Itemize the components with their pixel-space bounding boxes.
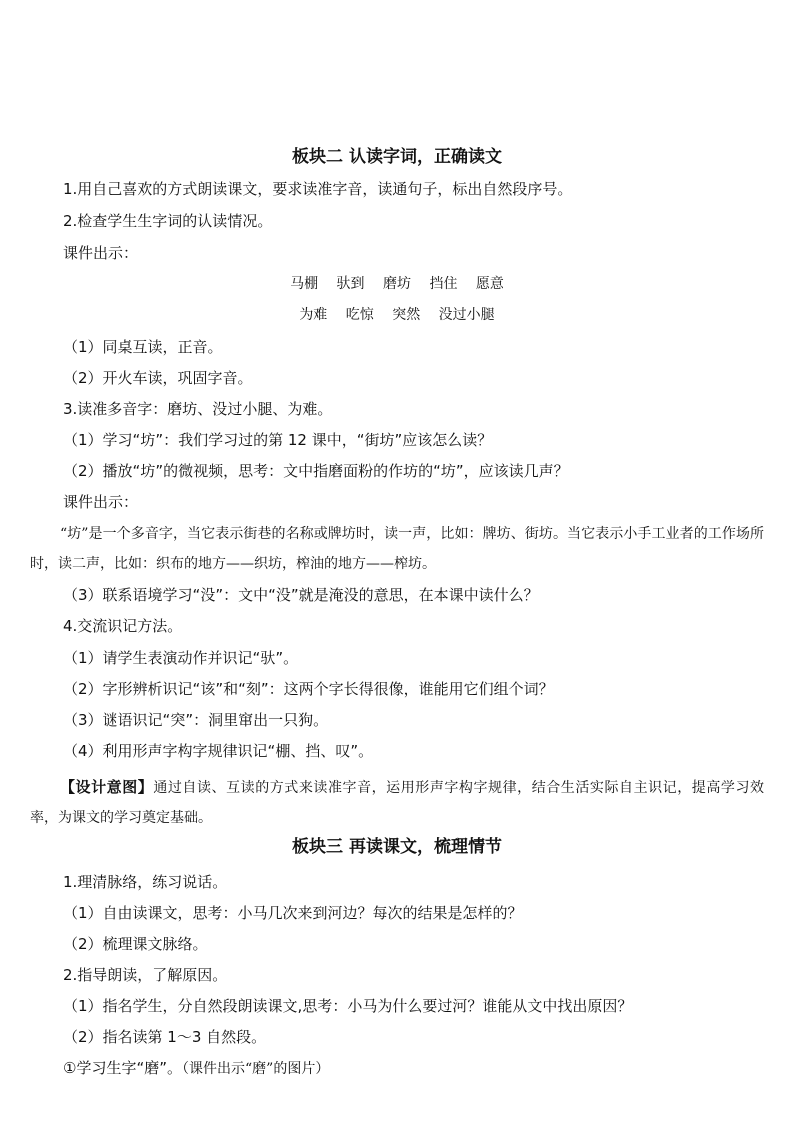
text-line: （3）谜语识记“突”：洞里窜出一只狗。	[63, 711, 329, 729]
courseware-note: “坊”是一个多音字，当它表示街巷的名称或牌坊时，读一声，比如：牌坊、街坊。当它表示小手工业者的工作场所时，读二声，比如：织布的地方——织坊，榨油的地方——榨坊。	[30, 526, 764, 572]
text-line: 1.理清脉络，练习说话。	[63, 873, 228, 891]
text-line: 2.指导朗读，了解原因。	[63, 966, 228, 984]
text-line: 4.交流识记方法。	[63, 617, 183, 635]
text-line: （2）开火车读，巩固字音。	[63, 369, 253, 387]
text-line: 2.检查学生生字词的认读情况。	[63, 212, 273, 230]
vocabulary-row-2	[0, 305, 794, 325]
text-line: （1）同桌互读，正音。	[63, 338, 223, 356]
text-line: （1）自由读课文，思考：小马几次来到河边？每次的结果是怎样的？	[63, 904, 523, 922]
text-line: 3.读准多音字：磨坊、没过小腿、为难。	[63, 400, 333, 418]
text-line: （2）字形辨析识记“该”和“刻”：这两个字长得很像，谁能用它们组个词？	[63, 680, 554, 698]
vocab-word: 愿意	[475, 276, 504, 292]
vocab-word: 挡住	[429, 276, 458, 292]
section-heading-3: 板块三 再读课文，梳理情节	[292, 837, 502, 857]
vocabulary-row-1	[0, 274, 794, 294]
vocab-word: 为难	[299, 307, 328, 323]
design-intent	[30, 772, 764, 833]
text-line: （1）指名学生，分自然段朗读课文,思考：小马为什么要过河？谁能从文中找出原因？	[63, 997, 633, 1015]
text-line: （1）请学生表演动作并识记“驮”。	[63, 649, 299, 667]
vocab-word: 马棚	[290, 276, 319, 292]
text-segment: ①学习生字“磨”。	[63, 1059, 182, 1077]
design-intent-text: 通过自读、互读的方式来读准字音，运用形声字构字规律，结合生活实际自主识记，提高学习效率，为课文的学习奠定基础。	[30, 780, 764, 826]
vocab-word: 吃惊	[345, 307, 374, 323]
text-line: （2）指名读第 1～3 自然段。	[63, 1028, 267, 1046]
text-line: （2）播放“坊”的微视频，思考：文中指磨面粉的作坊的“坊”，应该读几声？	[63, 462, 569, 480]
text-line	[63, 1058, 329, 1079]
text-line: （2）梳理课文脉络。	[63, 935, 208, 953]
vocab-word: 磨坊	[383, 276, 411, 292]
section-heading-2: 板块二 认读字词，正确读文	[292, 147, 502, 167]
text-line: （4）利用形声字构字规律识记“棚、挡、叹”。	[63, 742, 374, 760]
text-line: 课件出示：	[63, 493, 139, 511]
text-line: 1.用自己喜欢的方式朗读课文，要求读准字音，读通句子，标出自然段序号。	[63, 180, 573, 198]
text-line: （1）学习“坊”：我们学习过的第 12 课中，“街坊”应该怎么读？	[63, 431, 493, 449]
design-intent-label: 【设计意图】	[60, 778, 154, 796]
text-segment: （课件出示“磨”的图片）	[182, 1061, 330, 1077]
vocab-word: 驮到	[336, 276, 365, 292]
text-line: （3）联系语境学习“没”：文中“没”就是淹没的意思，在本课中读什么？	[63, 586, 539, 604]
text-line: 课件出示：	[63, 244, 139, 262]
vocab-word: 突然	[392, 307, 421, 323]
vocab-word: 没过小腿	[438, 307, 495, 323]
